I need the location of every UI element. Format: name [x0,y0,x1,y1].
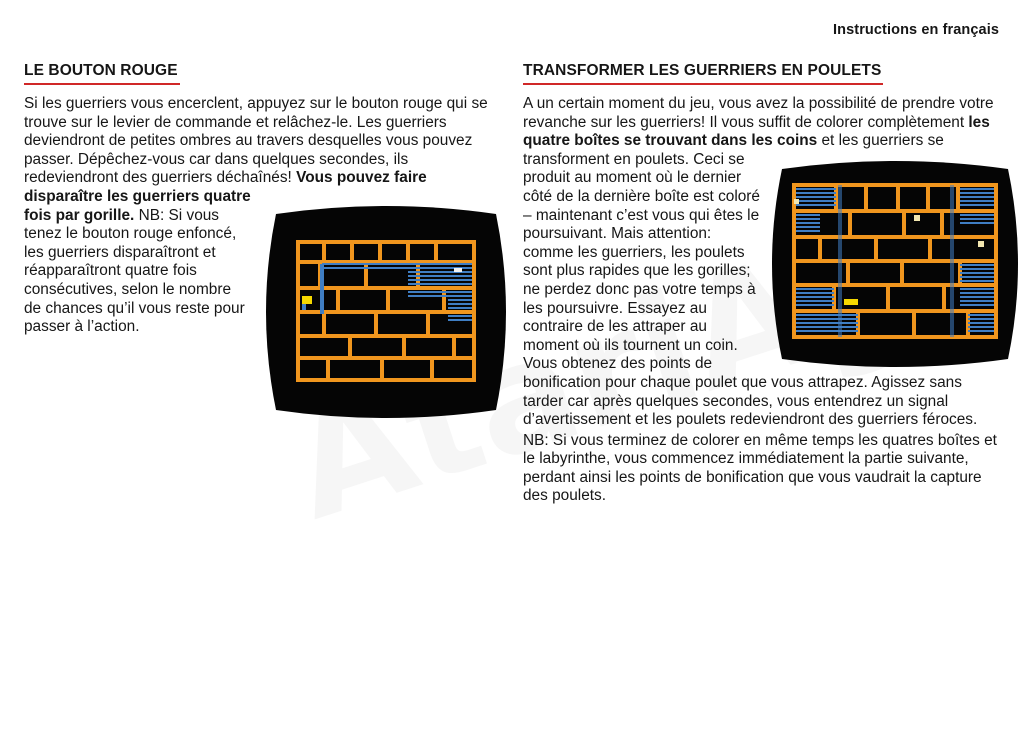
red-button-paragraph [24,95,496,337]
section-title-red-button: LE BOUTON ROUGE [24,62,180,85]
tv-screen-maze-2 [764,159,1026,369]
section-title-chickens: TRANSFORMER LES GUERRIERS EN POULETS [523,62,883,85]
section-red-button [24,62,496,420]
chickens-paragraph-2: NB: Si vous terminez de colorer en même temps les quatres boîtes et le labyrinthe, vous commencez immédiatement la partie suivante, perdant ainsi les points de bonification que vous vaudrait la capture des poulets. [523,431,997,505]
red-button-text-b: NB: Si vous tenez le bouton rouge enfoncé, les guerriers disparaîtront et réapparaîtront quatre fois consécutives, selon le nombre de chances qu’il vous reste pour passer à l’action. [24,206,245,336]
chickens-text-bold: les quatre boîtes se trouvant dans les coins [523,113,990,150]
tv-screen-maze-1 [258,204,514,420]
game-screen-image-2 [764,159,1026,369]
chickens-text-b: et les guerriers se transforment en poulets. Ceci se produit au moment où le dernier côté de la dernière boîte est coloré – maintenant c’est vous qui êtes le poursuivant. Mais attention: comme les guerriers, les poulets sont plus rapides que les gorilles; ne perdez donc pas votre temps à les poursuivre. Essayez au contraire de les attraper au moment où ils tournent un coin. Vous obtenez des points de bonification pour chaque poulet que vous attrapez. Agissez sans tarder car après quelques secondes, vous entendrez un signal d’avertissement et les poulets redeviendront des guerriers féroces. [523,132,978,429]
game-screen-image-1 [258,204,514,420]
chickens-text-a: A un certain moment du jeu, vous avez la possibilité de prendre votre revanche sur les guerriers! Il vous suffit de colorer complètement [523,95,994,131]
section-warriors-to-chickens [523,62,998,506]
red-button-text-bold: Vous pouvez faire disparaître les guerriers quatre fois par gorille. [24,169,427,224]
page-language-header: Instructions en français [833,22,999,38]
red-button-text-a: Si les guerriers vous encerclent, appuyez sur le bouton rouge qui se trouve sur le levier de commande et relâchez-le. Les guerriers deviendront de petites ombres au travers desquelles vous pouvez passer. Dépêchez-vous car dans quelques secondes, ils redeviendront des guerriers déchaînés! [24,95,488,187]
chickens-paragraph-1 [523,95,998,430]
